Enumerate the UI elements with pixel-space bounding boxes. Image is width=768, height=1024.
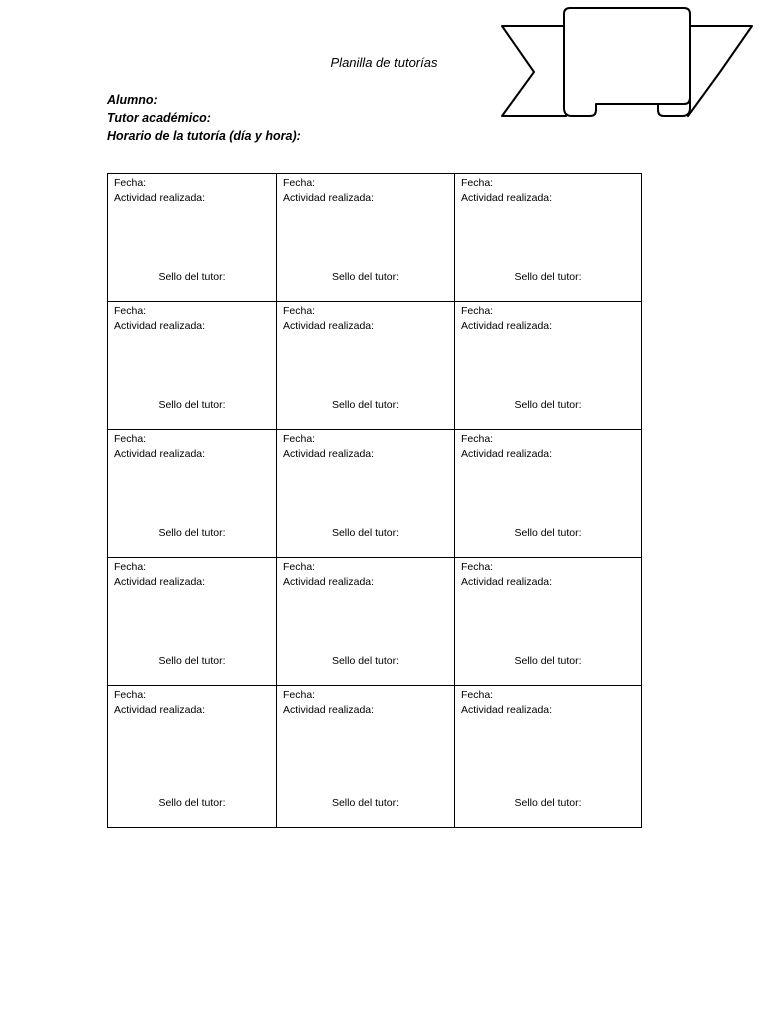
grid-row bbox=[108, 430, 642, 558]
fecha-label: Fecha: bbox=[283, 561, 316, 573]
actividad-label: Actividad realizada: bbox=[114, 576, 206, 588]
fecha-label: Fecha: bbox=[283, 689, 316, 701]
tutoring-cell-content bbox=[108, 686, 276, 827]
fecha-label: Fecha: bbox=[283, 305, 316, 317]
sello-label: Sello del tutor: bbox=[158, 271, 226, 283]
tutoring-cell-content bbox=[277, 686, 454, 827]
sello-label: Sello del tutor: bbox=[514, 271, 582, 283]
grid-row bbox=[108, 686, 642, 828]
page-title: Planilla de tutorías bbox=[330, 55, 438, 70]
horario-label: Horario de la tutoría (día y hora): bbox=[107, 129, 301, 143]
actividad-label: Actividad realizada: bbox=[114, 704, 206, 716]
tutoring-cell-content bbox=[277, 558, 454, 685]
sello-label: Sello del tutor: bbox=[331, 271, 400, 283]
fecha-label: Fecha: bbox=[114, 433, 147, 445]
grid-row bbox=[108, 558, 642, 686]
fecha-label: Fecha: bbox=[283, 177, 316, 189]
sello-label: Sello del tutor: bbox=[158, 399, 226, 411]
sello-label: Sello del tutor: bbox=[514, 527, 582, 539]
fecha-label: Fecha: bbox=[461, 177, 494, 189]
tutoring-cell-content bbox=[455, 302, 641, 429]
fecha-label: Fecha: bbox=[114, 305, 147, 317]
sello-label: Sello del tutor: bbox=[158, 527, 226, 539]
actividad-label: Actividad realizada: bbox=[283, 320, 375, 332]
fecha-label: Fecha: bbox=[461, 433, 494, 445]
sello-label: Sello del tutor: bbox=[514, 797, 582, 809]
tutoring-cell-content bbox=[108, 430, 276, 557]
actividad-label: Actividad realizada: bbox=[283, 704, 375, 716]
header-fields bbox=[107, 91, 301, 145]
grid-row bbox=[108, 174, 642, 302]
fecha-label: Fecha: bbox=[461, 305, 494, 317]
tutoring-cell-content bbox=[108, 302, 276, 429]
actividad-label: Actividad realizada: bbox=[461, 192, 553, 204]
sello-label: Sello del tutor: bbox=[331, 655, 400, 667]
fecha-label: Fecha: bbox=[461, 561, 494, 573]
tutor-label: Tutor académico: bbox=[107, 111, 211, 125]
actividad-label: Actividad realizada: bbox=[114, 192, 206, 204]
tutoring-cell-content bbox=[455, 558, 641, 685]
sello-label: Sello del tutor: bbox=[158, 655, 226, 667]
sello-label: Sello del tutor: bbox=[331, 527, 400, 539]
tutoring-cell-content bbox=[277, 174, 454, 301]
tutoring-grid bbox=[107, 173, 642, 828]
sello-label: Sello del tutor: bbox=[158, 797, 226, 809]
tutoring-cell bbox=[277, 558, 455, 686]
grid-row bbox=[108, 302, 642, 430]
fecha-label: Fecha: bbox=[114, 177, 147, 189]
sello-label: Sello del tutor: bbox=[514, 399, 582, 411]
actividad-label: Actividad realizada: bbox=[283, 576, 375, 588]
tutoring-cell bbox=[108, 302, 277, 430]
sello-label: Sello del tutor: bbox=[331, 399, 400, 411]
tutoring-cell bbox=[277, 174, 455, 302]
fecha-label: Fecha: bbox=[114, 689, 147, 701]
fecha-label: Fecha: bbox=[114, 561, 147, 573]
actividad-label: Actividad realizada: bbox=[461, 704, 553, 716]
actividad-label: Actividad realizada: bbox=[461, 320, 553, 332]
tutoring-cell bbox=[277, 430, 455, 558]
tutoring-cell bbox=[108, 686, 277, 828]
tutoring-cell-content bbox=[455, 174, 641, 301]
actividad-label: Actividad realizada: bbox=[461, 448, 553, 460]
tutoring-cell bbox=[108, 430, 277, 558]
tutoring-cell-content bbox=[108, 174, 276, 301]
fecha-label: Fecha: bbox=[461, 689, 494, 701]
tutoring-cell bbox=[108, 558, 277, 686]
tutoring-cell bbox=[108, 174, 277, 302]
actividad-label: Actividad realizada: bbox=[461, 576, 553, 588]
tutoring-cell bbox=[455, 302, 642, 430]
tutoring-cell bbox=[277, 686, 455, 828]
tutoring-cell bbox=[455, 558, 642, 686]
alumno-label: Alumno: bbox=[107, 93, 158, 107]
sello-label: Sello del tutor: bbox=[514, 655, 582, 667]
tutoring-cell-content bbox=[455, 686, 641, 827]
actividad-label: Actividad realizada: bbox=[114, 448, 206, 460]
tutoring-cell-content bbox=[277, 302, 454, 429]
sello-label: Sello del tutor: bbox=[331, 797, 400, 809]
tutoring-cell bbox=[277, 302, 455, 430]
tutoring-cell bbox=[455, 430, 642, 558]
tutoring-cell-content bbox=[455, 430, 641, 557]
tutoring-cell-content bbox=[277, 430, 454, 557]
tutoring-cell bbox=[455, 174, 642, 302]
actividad-label: Actividad realizada: bbox=[283, 448, 375, 460]
fecha-label: Fecha: bbox=[283, 433, 316, 445]
actividad-label: Actividad realizada: bbox=[114, 320, 206, 332]
tutoring-cell-content bbox=[108, 558, 276, 685]
tutoring-cell bbox=[455, 686, 642, 828]
actividad-label: Actividad realizada: bbox=[283, 192, 375, 204]
